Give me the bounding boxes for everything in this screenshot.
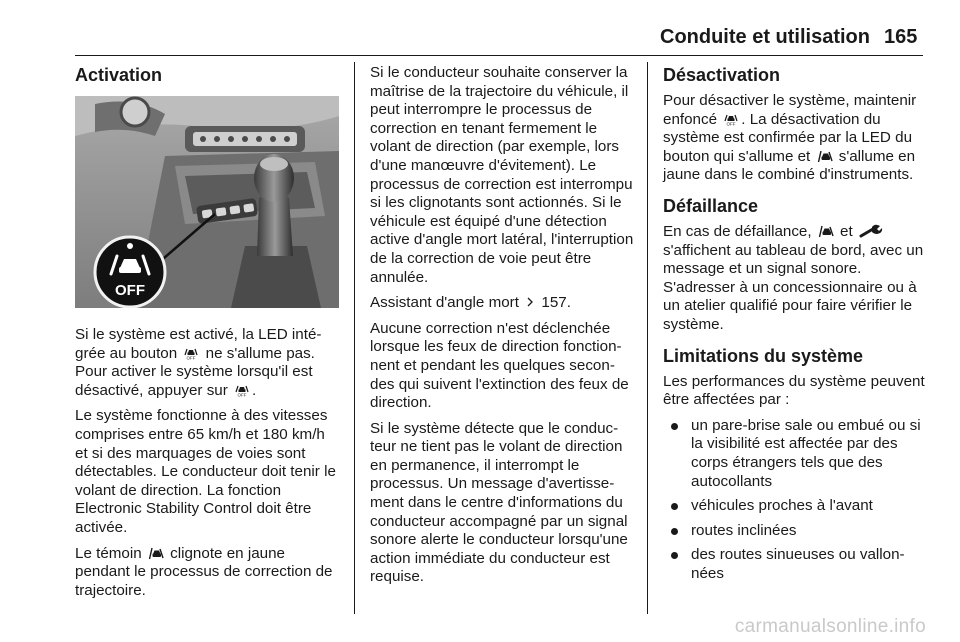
svg-text:OFF: OFF xyxy=(186,355,196,360)
list-item: des routes sinueuses ou vallonnées xyxy=(663,546,928,583)
svg-text:OFF: OFF xyxy=(726,121,736,126)
paragraph-no-correction: Aucune correction n'est déclenchée lorsque les feux de direction fonctionnent et pendant les quelques secondes qui suivent l'extinction des feux de direction. xyxy=(370,319,629,412)
lane-keep-off-icon xyxy=(183,346,199,360)
lane-keep-off-icon xyxy=(234,383,250,397)
heading-activation: Activation xyxy=(75,65,163,85)
heading-limitations: Limitations du système xyxy=(663,345,864,366)
bullet-icon xyxy=(671,503,678,510)
list-item: véhicules proches à l'avant xyxy=(663,497,928,516)
lane-departure-icon xyxy=(817,149,833,163)
column-2 xyxy=(370,64,634,594)
watermark: carmanualsonline.info xyxy=(734,616,926,637)
lane-keep-off-icon xyxy=(723,112,739,126)
header-rule xyxy=(75,55,923,56)
paragraph-speed-range: Le système fonctionne à des vitesses comprises entre 65 km/h et 180 km/h et si des marquages de voies sont détectables. Le conducteur doit tenir le volant de direction. La fonction Electronic Stability Control doit être activée. xyxy=(75,407,336,536)
paragraph-failure: En cas de défaillance, et s'affichent au tableau de bord, avec un message et un signal sonore. S'adresser à un concessionnaire ou à un atelier qualifié pour faire vérifier le système. xyxy=(663,222,924,333)
paragraph-hands-off: Si le système détecte que le conducteur ne tient pas le volant de direction en permanence, il interrompt le processus. Un message d'avertissement dans le centre d'informations du conducteur accompagné par un signal sonore alerte le conducteur lorsqu'une action immédiate du conducteur est requise. xyxy=(370,419,628,586)
svg-text:OFF: OFF xyxy=(237,392,247,397)
list-item: routes inclinées xyxy=(663,522,928,541)
paragraph-led: Si le système est activé, la LED intégrée au bouton OFF ne s'allume pas. Pour activer le système lorsqu'il est désactivé, appuyer sur OFF . xyxy=(75,326,322,399)
dashboard-photo xyxy=(75,96,339,308)
bullet-icon xyxy=(671,528,678,535)
page-number: 165 xyxy=(884,26,918,48)
arrow-reference-icon xyxy=(525,295,535,309)
limitations-list xyxy=(663,417,928,584)
paragraph-driver-override: Si le conducteur souhaite conserver la maîtrise de la trajectoire du véhicule, il peut interrompre le processus de correction en tenant fermement le volant de direction (par exemple, lors d'une manœuvre d'évitement). Le processus de correction est interrompu si les clignotants sont actionnés. Si le véhicule est équipé d'une détection active d'angle mort latéral, l'interruption de la correction de voie peut être annulée. xyxy=(370,64,634,286)
paragraph-warning-lamp: Le témoin clignote en jaune pendant le processus de correction de trajectoire. xyxy=(75,544,333,599)
lane-departure-icon xyxy=(818,224,834,238)
paragraph-limitations-intro: Les performances du système peuvent être affectées par : xyxy=(663,372,925,409)
lane-departure-icon xyxy=(148,546,164,560)
console-illustration xyxy=(75,96,339,308)
heading-failure: Défaillance xyxy=(663,195,759,216)
chapter-title: Conduite et utilisation xyxy=(660,26,870,48)
list-item: un pare-brise sale ou embué ou si la visibilité est affectée par des corps étrangers tels que des autocollants xyxy=(663,417,928,491)
column-3 xyxy=(663,64,928,589)
wrench-icon xyxy=(859,224,883,238)
heading-deactivation: Désactivation xyxy=(663,65,781,85)
column-divider-1 xyxy=(354,62,355,614)
page-header xyxy=(0,0,960,58)
bullet-icon xyxy=(671,552,678,559)
off-badge-label: OFF xyxy=(115,282,145,299)
column-1 xyxy=(75,64,341,607)
bullet-icon xyxy=(671,423,678,430)
column-divider-2 xyxy=(647,62,648,614)
paragraph-deactivation: Pour désactiver le système, maintenir enfoncé OFF . La désactivation du système est confirmée par la LED du bouton qui s'allume et s'allume en jaune dans le combiné d'instruments. xyxy=(663,92,917,184)
paragraph-blind-spot-ref: Assistant d'angle mort 157. xyxy=(370,294,571,312)
